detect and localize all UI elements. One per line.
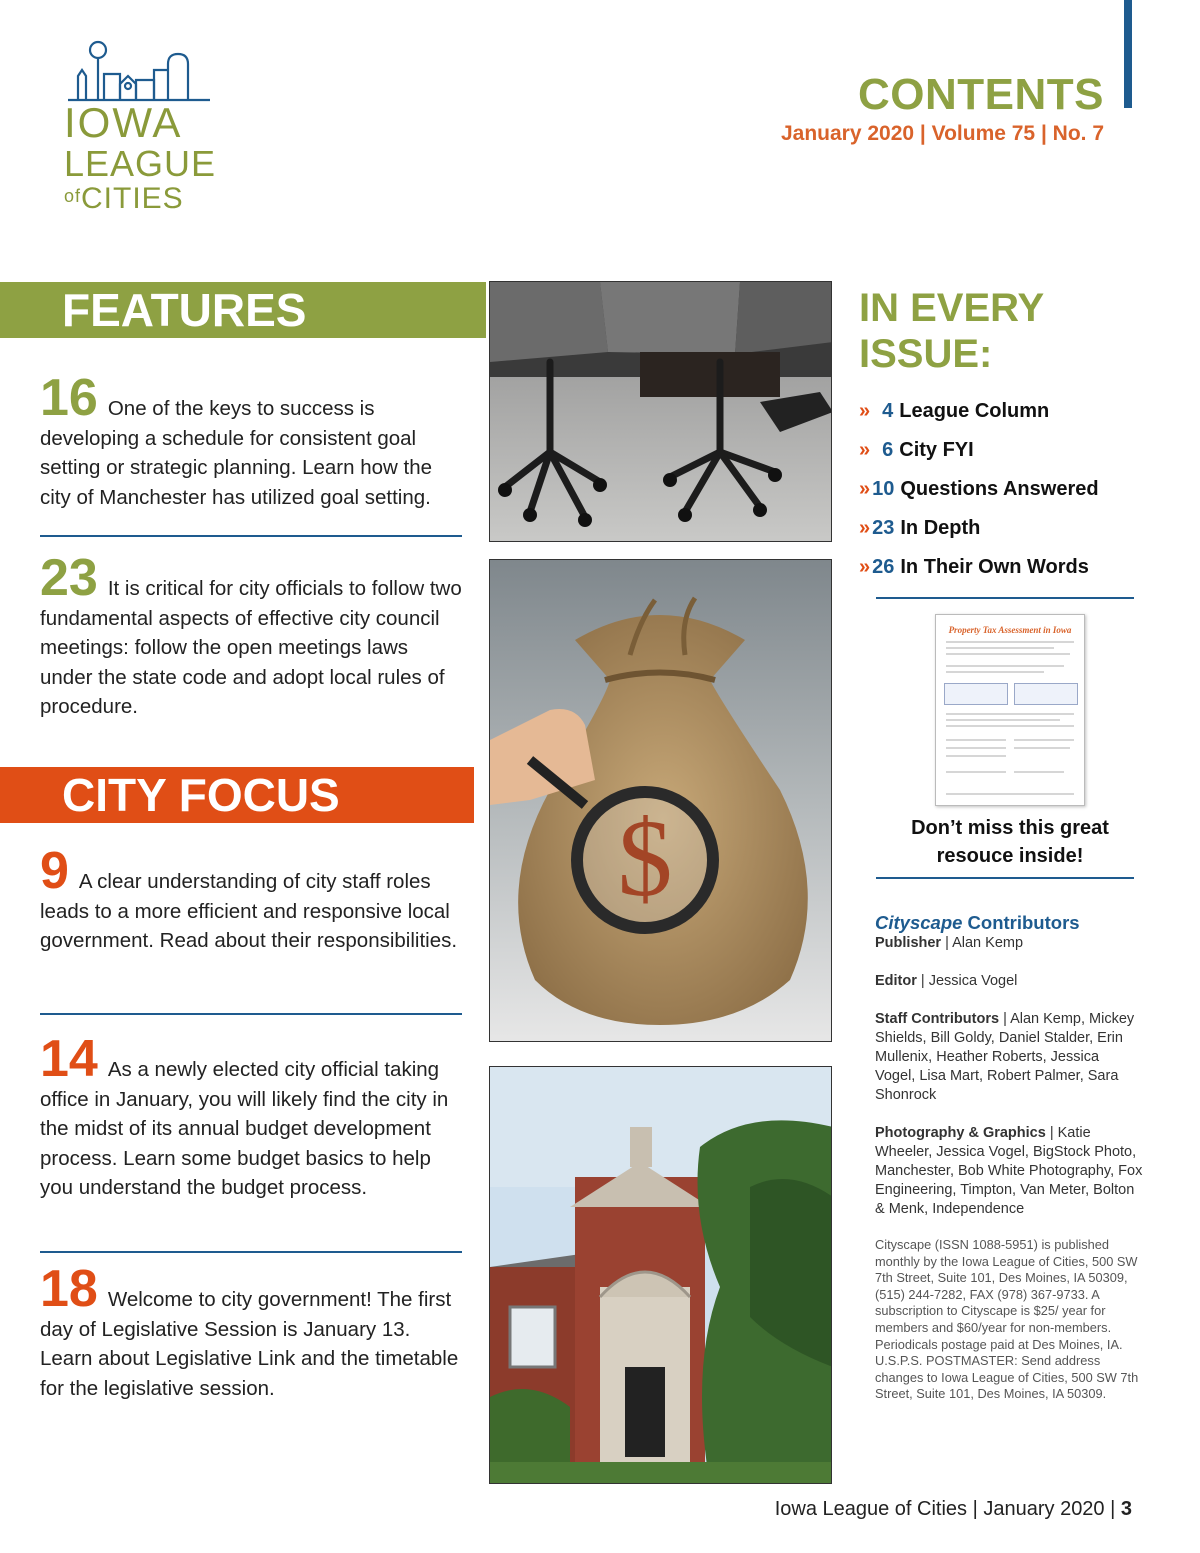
contributors-heading [875,912,1143,934]
header-accent-bar [1124,0,1132,108]
logo-word-of: of [64,186,82,206]
thumbnail-text-line [946,771,1006,773]
entry-text: It is critical for city officials to follow two fundamental aspects of effective city council meetings: follow the open meetings laws under the state code and adopt local rules of procedure. [40,577,462,718]
logo-word-cities [64,184,216,214]
list-item-page: 6 [882,439,894,461]
thumbnail-text-line [946,755,1006,757]
chevron-icon: » [859,439,871,461]
entry-page-number: 18 [40,1260,98,1318]
contributors-block [875,912,1143,1403]
list-item-page: 10 [872,478,895,500]
photography-line [875,1124,1143,1219]
list-item[interactable] [859,396,1099,435]
logo-word-iowa: IOWA [64,99,183,146]
footer-page-number: 3 [1120,1498,1132,1520]
divider [40,535,462,537]
chevron-icon: » [859,556,871,578]
logo-wordmark [64,99,217,215]
resource-caption-line1: Don’t miss this great [911,817,1109,839]
chevron-icon: » [859,478,871,500]
footer-text: Iowa League of Cities | January 2020 | [774,1498,1121,1520]
page-title: CONTENTS [858,70,1104,119]
logo-word-league: LEAGUE [64,143,217,184]
photography-value: | Katie Wheeler, Jessica Vogel, BigStock Photo, Manchester, Bob White Photography, Fox Engineering, Timpton, Van Meter, Bolton & Menk, Independence [875,1125,1143,1217]
every-issue-heading [859,285,1044,377]
photography-label: Photography & Graphics [875,1125,1046,1141]
city-focus-entry-3[interactable] [40,1260,462,1403]
list-item[interactable] [859,435,1099,474]
entry-page-number: 23 [40,549,98,607]
city-focus-entry-1[interactable] [40,842,462,956]
page-footer [775,1498,1132,1521]
contributors-heading-italic: Cityscape [875,912,963,933]
every-issue-heading-line1: IN EVERY [859,286,1045,330]
iowa-league-logo [58,40,218,220]
publisher-line [875,934,1143,953]
publication-fine-print: Cityscape (ISSN 1088-5951) is published monthly by the Iowa League of Cities, 500 SW 7th Street, Suite 101, Des Moines, IA 50309, (515) 244-7282, FAX (978) 367-9733. A subscription to Cityscape is $25/ year for members and $60/year for non-members. Periodicals postage paid at Des Moines, IA. U.S.P.S. POSTMASTER: Send address changes to Iowa League of Cities, 500 SW 7th Street, Suite 101, Des Moines, IA 50309. [875,1237,1139,1402]
editor-line [875,972,1143,991]
thumbnail-box [1014,683,1078,705]
divider [876,877,1134,879]
photo-money-bag [489,559,832,1042]
thumbnail-text-line [1014,739,1074,741]
thumbnail-box [944,683,1008,705]
every-issue-list [859,396,1099,591]
entry-page-number: 9 [40,842,69,900]
feature-entry-2[interactable] [40,549,462,722]
list-item-label: In Depth [900,517,981,539]
list-item-page: 23 [872,517,895,539]
chevron-icon: » [859,400,871,422]
entry-text: One of the keys to success is developing a schedule for consistent goal setting or strategic planning. Learn how the city of Manchester has utilized goal setting. [40,397,433,509]
thumbnail-text-line [946,671,1044,673]
editor-label: Editor [875,973,917,989]
thumbnail-text-line [946,719,1060,721]
thumbnail-text-line [946,653,1070,655]
thumbnail-text-line [946,647,1054,649]
staff-value: | Alan Kemp, Mickey Shields, Bill Goldy, Daniel Stalder, Erin Mullenix, Heather Roberts, Jessica Vogel, Lisa Mart, Robert Palmer, Sara Shonrock [875,1011,1135,1103]
entry-page-number: 16 [40,369,98,427]
issue-line: January 2020 | Volume 75 | No. 7 [780,122,1104,145]
city-skyline-icon [64,40,214,102]
resource-thumbnail[interactable] [935,614,1085,806]
every-issue-heading-line2: ISSUE: [859,332,993,376]
city-focus-entry-2[interactable] [40,1030,462,1203]
chevron-icon: » [859,517,871,539]
contributors-heading-rest: Contributors [962,912,1080,933]
thumbnail-text-line [946,725,1074,727]
list-item-label: League Column [899,400,1050,422]
thumbnail-text-line [1014,747,1070,749]
divider [876,597,1134,599]
entry-text: Welcome to city government! The first day of Legislative Session is January 13. Learn about Legislative Link and the timetable for the legislative session. [40,1288,459,1400]
photo-city-building [489,1066,832,1484]
entry-text: A clear understanding of city staff roles leads to a more efficient and responsive local government. Read about their responsibilities. [40,870,458,952]
list-item[interactable] [859,552,1099,591]
resource-caption [876,814,1144,870]
resource-caption-line2: resouce inside! [936,845,1084,867]
entry-page-number: 14 [40,1030,98,1088]
thumbnail-text-line [946,713,1074,715]
publisher-value: | Alan Kemp [941,935,1024,951]
feature-entry-1[interactable] [40,369,462,512]
features-banner: FEATURES [0,282,486,338]
photo-meeting-chairs [489,281,832,542]
list-item-label: In Their Own Words [900,556,1089,578]
list-item-page: 26 [872,556,895,578]
list-item[interactable] [859,474,1099,513]
thumbnail-text-line [946,641,1074,643]
staff-label: Staff Contributors [875,1011,1000,1027]
thumbnail-text-line [946,739,1006,741]
thumbnail-text-line [946,665,1064,667]
list-item-label: Questions Answered [900,478,1099,500]
divider [40,1013,462,1015]
editor-value: | Jessica Vogel [916,973,1018,989]
logo-word-cities-text: CITIES [81,182,184,215]
city-focus-banner: CITY FOCUS [0,767,474,823]
list-item[interactable] [859,513,1099,552]
thumbnail-title: Property Tax Assessment in Iowa [948,625,1072,635]
staff-line [875,1010,1143,1105]
publisher-label: Publisher [875,935,942,951]
thumbnail-text-line [1014,771,1064,773]
thumbnail-text-line [946,747,1006,749]
entry-text: As a newly elected city official taking office in January, you will likely find the city in the midst of its annual budget development process. Learn some budget basics to help you understand the budget process. [40,1058,449,1199]
divider [40,1251,462,1253]
svg-text:$: $ [617,797,673,919]
thumbnail-text-line [946,793,1074,795]
list-item-label: City FYI [899,439,974,461]
list-item-page: 4 [882,400,894,422]
